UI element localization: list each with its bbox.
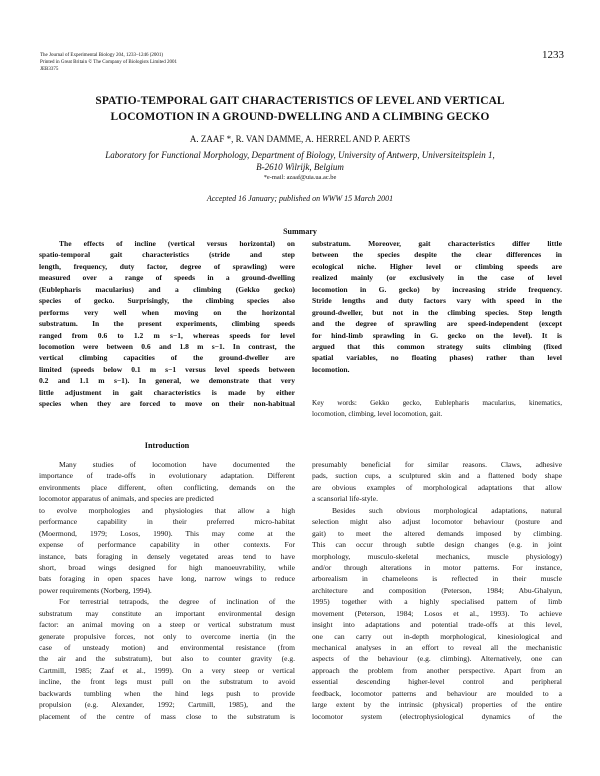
text-line: a scansorial life-style.	[312, 494, 379, 504]
text-line: species when they are forced to move on their non-habitual	[39, 399, 295, 409]
text-line: performs very well when moving on the horizontal	[39, 307, 295, 317]
text-line: This can occur through subtle design changes (e.g. in joint	[312, 540, 562, 550]
text-line: Besides such obvious morphological adaptations, natural	[332, 505, 562, 515]
text-line: mechanical analyses in an effort to reveal all the mechanistic	[312, 643, 562, 652]
text-line: measured over a range of speeds in a ground-dwelling	[39, 273, 295, 283]
corresponding-email: *e-mail: azaaf@uia.ua.ac.be	[263, 174, 337, 181]
text-line: approach the problem from another perspective. Apart from an	[312, 665, 562, 675]
summary-left-column	[39, 238, 295, 410]
text-line: case of unsteady motion) and environmental resistance (from	[39, 643, 295, 652]
text-line: little adjustment in gait characteristics is made by either	[39, 387, 295, 397]
text-line: locomotor apparatus of animals, and species are predicted	[39, 494, 214, 504]
page-number: 1233	[542, 49, 564, 61]
title-line-2: LOCOMOTION IN A GROUND-DWELLING AND A CLIMBING GECKO	[110, 111, 490, 123]
text-line: spatial variables, no floating phases) rather than level	[312, 353, 562, 363]
text-line: morphology, musculo-skeletal mechanics, muscle physiology)	[312, 551, 562, 561]
text-line: environments place different, often conflicting, demands on the	[39, 482, 295, 492]
text-line: 1995) together with a highly specialised pattern of limb	[312, 597, 562, 607]
keywords	[312, 398, 562, 421]
affiliation	[40, 149, 560, 173]
title-line-1: SPATIO-TEMPORAL GAIT CHARACTERISTICS OF LEVEL AND VERTICAL	[95, 95, 505, 107]
text-line: the air and the substratum), but also to counter gravity (e.g.	[39, 654, 295, 664]
text-line: movement (Peterson, 1984; Losos et al., 1993). To achieve	[312, 608, 562, 618]
text-line: to evolve morphologies and physiologies that allow a high	[39, 505, 295, 515]
text-line: (Moermond, 1979; Losos, 1990). This may come at the	[39, 528, 295, 538]
text-line: realized mainly (or exclusively in the case of level	[312, 273, 562, 283]
text-line: are obvious examples of morphological adaptations that allow	[312, 482, 562, 492]
text-line: locomotion were between 0.6 and 1.8 m s−1. In contrast, the	[39, 341, 295, 351]
text-line: limited (speeds below 0.1 m s−1 versus level speeds between	[39, 364, 295, 374]
introduction-heading: Introduction	[144, 441, 190, 450]
text-line: species of gecko. Surprisingly, the climbing species also	[39, 296, 295, 306]
text-line: and/or through alterations in motor patterns. For instance,	[312, 562, 562, 572]
text-line: substratum. Moreover, gait characteristics differ little	[312, 239, 562, 248]
introduction-left-column	[39, 459, 295, 722]
text-line: spatio-temporal gait characteristics (stride and step	[39, 250, 295, 260]
text-line: generate propulsive forces, not only to overcome inertia (in the	[39, 631, 295, 641]
text-line: and the degree of sprawling are speed-independent (except	[312, 319, 562, 329]
introduction-right-column	[312, 459, 562, 722]
journal-citation: The Journal of Experimental Biology 204, 1233–1246 (2001)	[40, 53, 164, 58]
text-line: (Eublepharis macularius) and a climbing (Gekko gecko)	[39, 284, 295, 294]
text-line: presumably beneficial for similar reasons. Claws, adhesive	[312, 460, 562, 469]
text-line: feedback, locomotor patterns and behaviour are moulded to a	[312, 688, 562, 698]
text-line: length, frequency, duty factor, degree of sprawling) were	[39, 261, 295, 271]
text-line: gait) to meet the altered demands imposed by climbing.	[312, 528, 562, 538]
text-line: essential descending higher-level control and peripheral	[312, 677, 562, 687]
text-line: substratum may constitute an important environmental design	[39, 608, 295, 618]
text-line: The effects of incline (vertical versus horizontal) on	[59, 239, 295, 248]
text-line: one can carry out in-depth morphological, kinesiological and	[312, 631, 562, 641]
text-line: 0.2 and 1.1 m s−1). In general, we demonstrate that very	[39, 376, 295, 386]
text-line: incline, the front legs must pull on the substratum to avoid	[39, 677, 295, 687]
text-line: For terrestrial tetrapods, the degree of inclination of the	[59, 597, 295, 607]
summary-heading: Summary	[283, 227, 317, 236]
text-line: importance of trade-offs in evolutionary adaptation. Different	[39, 471, 295, 481]
text-line: locomotor system (electrophysiological dynamics of the	[312, 711, 562, 721]
accepted-date: Accepted 16 January; published on WWW 15 March 2001	[206, 194, 394, 203]
text-line: backwards tumbling when the hind legs push to provide	[39, 688, 295, 698]
text-line: expense of performance capability in other contexts. For	[39, 540, 295, 550]
text-line: ranged from 0.6 to 1.2 m s−1, whereas speeds for level	[39, 330, 295, 340]
text-line: locomotion.	[312, 364, 350, 374]
text-line: short, broad wings designed for high manoeuvrability, while	[39, 562, 295, 572]
journal-copyright: Printed in Great Britain © The Company of Biologists Limited 2001	[40, 60, 178, 65]
summary-right-column	[312, 238, 562, 375]
text-line: pads, suction cups, a sculptured skin and a flattened body shape	[312, 471, 562, 481]
text-line: ecological niche. Higher level or climbing speeds are	[312, 261, 562, 271]
text-line: for hind-limb sprawling in G. gecko on the level). It is	[312, 330, 562, 340]
article-title	[40, 93, 560, 125]
text-line: substratum. In the present experiments, climbing speeds	[39, 319, 295, 329]
text-line: Many studies of locomotion have documented the	[59, 460, 295, 469]
journal-header	[40, 52, 177, 73]
text-line: argued that this common strategy suits climbing (fixed	[312, 341, 562, 351]
text-line: between the species despite the clear differences in	[312, 250, 562, 260]
text-line: aspects of the behaviour (e.g. climbing). Alternatively, one can	[312, 654, 562, 664]
text-line: propulsion (e.g. Alexander, 1992; Cartmill, 1985), and the	[39, 700, 295, 710]
text-line: selection might also adjust locomotor behaviour (posture and	[312, 517, 562, 527]
keywords-line-2: locomotion, climbing, level locomotion, gait.	[312, 410, 443, 419]
authors: A. ZAAF *, R. VAN DAMME, A. HERREL AND P. AERTS	[189, 134, 411, 144]
text-line: Cartmill, 1985; Zaaf et al., 1999). On a very steep or vertical	[39, 665, 295, 675]
text-line: large extent by the intrinsic (physical) properties of the entire	[312, 700, 562, 710]
text-line: architecture and composition (Peterson, 1984; Abu-Ghalyun,	[312, 585, 562, 595]
affiliation-line-2: B-2610 Wilrijk, Belgium	[256, 162, 344, 172]
text-line: factor: an animal moving on a steep or vertical substratum must	[39, 620, 295, 630]
text-line: ground-dweller, but not in the climbing species. Step length	[312, 307, 562, 317]
text-line: vertical climbing capacities of the ground-dweller are	[39, 353, 295, 363]
text-line: instance, bats foraging in densely vegetated areas tend to have	[39, 551, 295, 561]
text-line: locomotion in G. gecko) by increasing stride frequency.	[312, 284, 562, 294]
text-line: placement of the centre of mass close to the substratum is	[39, 711, 295, 721]
text-line: arborealism in chameleons is reflected in their muscle	[312, 574, 562, 584]
keywords-line-1: Key words: Gekko gecko, Eublepharis macularius, kinematics,	[312, 399, 562, 407]
text-line: power requirements (Norberg, 1994).	[39, 585, 152, 595]
text-line: Stride lengths and duty factors vary with speed in the	[312, 296, 562, 306]
journal-article-id: JEB3375	[40, 67, 59, 72]
text-line: insight into adaptations and potential trade-offs at this level,	[312, 620, 562, 630]
text-line: bats foraging in open spaces have long, narrow wings to reduce	[39, 574, 295, 584]
affiliation-line-1: Laboratory for Functional Morphology, Department of Biology, University of Antwerp, Universiteitsplein 1,	[105, 150, 495, 160]
text-line: performance capability in their preferred micro-habitat	[39, 517, 295, 527]
